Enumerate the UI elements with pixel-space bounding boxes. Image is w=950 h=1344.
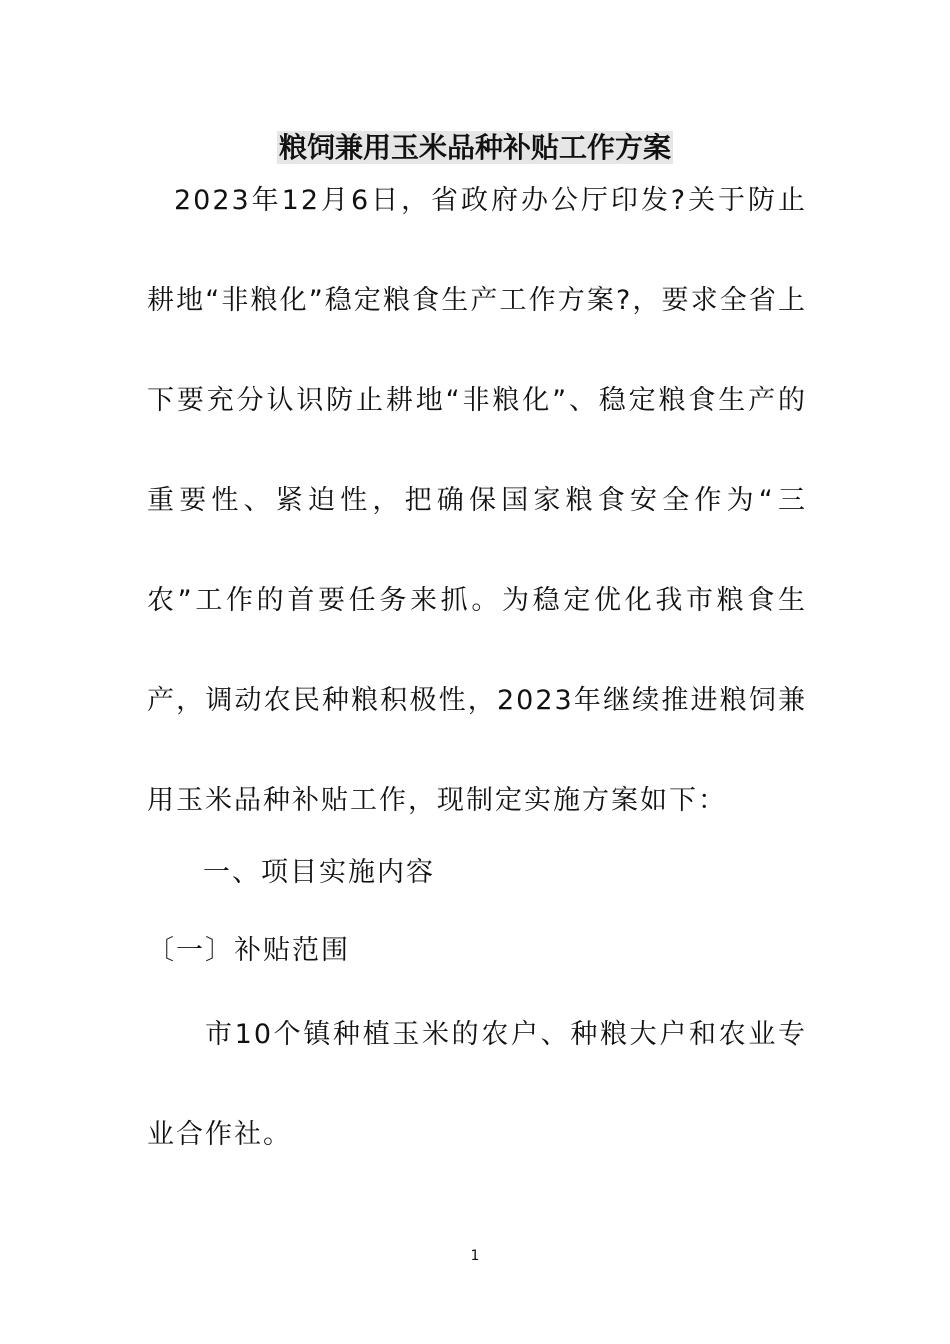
section-heading: 一、项目实施内容 [203, 857, 435, 888]
document-title-text: 粮饲兼用玉米品种补贴工作方案 [278, 131, 671, 164]
intro-paragraph: 2023年12月6日，省政府办公厅印发?关于防止耕地“非粮化”稳定粮食生产工作方案?，要求全省上下要充分认识防止耕地“非粮化”、稳定粮食生产的重要性、紧迫性，把确保国家粮食安全作为“三农”工作的首要任务来抓。为稳定优化我市粮食生产，调动农民种粮积极性，2023年继续推进粮饲兼用玉米品种补贴工作，现制定实施方案如下： [147, 185, 807, 816]
scope-paragraph: 市10个镇种植玉米的农户、种粮大户和农业专业合作社。 [147, 1019, 807, 1150]
subsection-heading: 〔一〕补贴范围 [147, 935, 350, 966]
page-number: 1 [470, 1248, 480, 1264]
